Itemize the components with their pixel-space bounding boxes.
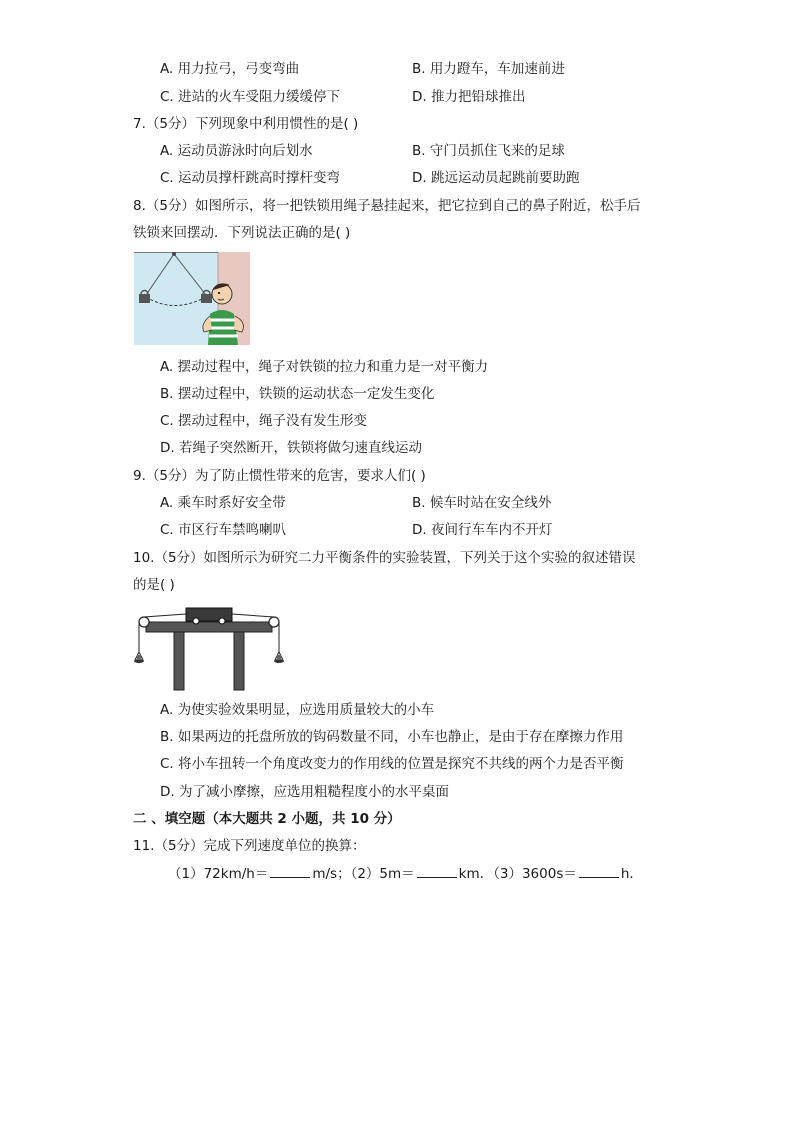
- weight-right-icon: [277, 655, 281, 660]
- q11-blank-1[interactable]: [270, 863, 310, 878]
- q10-option-b: B. 如果两边的托盘所放的钩码数量不同，小车也静止，是由于存在摩擦力作用: [160, 729, 624, 745]
- q10-option-c: C. 将小车扭转一个角度改变力的作用线的位置是探究不共线的两个力是否平衡: [160, 756, 624, 772]
- q11-part2-prefix: m/s；（2）5m＝: [312, 866, 415, 882]
- q11-blank-3[interactable]: [579, 863, 619, 878]
- q10-option-a: A. 为使实验效果明显，应选用质量较大的小车: [160, 702, 435, 718]
- q7-option-b: B. 守门员抓住飞来的足球: [412, 143, 565, 159]
- q11-stem: 11.（5分）完成下列速度单位的换算：: [133, 838, 366, 854]
- q8-option-a: A. 摆动过程中，绳子对铁锁的拉力和重力是一对平衡力: [160, 359, 489, 375]
- q9-stem: 9.（5分）为了防止惯性带来的危害，要求人们( ): [133, 468, 426, 484]
- q7-stem: 7.（5分）下列现象中利用惯性的是( ): [133, 116, 359, 132]
- q10-stem-line2: 的是( ): [133, 577, 175, 593]
- q8-option-b: B. 摆动过程中，铁锁的运动状态一定发生变化: [160, 386, 435, 402]
- q8-option-c: C. 摆动过程中，绳子没有发生形变: [160, 413, 368, 429]
- q11-part1-prefix: （1）72km/h＝: [168, 866, 269, 882]
- q6-option-c: C. 进站的火车受阻力缓缓停下: [160, 89, 341, 105]
- q10-stem-line1: 10.（5分）如图所示为研究二力平衡条件的实验装置，下列关于这个实验的叙述错误: [133, 550, 636, 566]
- weight-left-icon: [137, 655, 141, 660]
- q9-option-d: D. 夜间行车车内不开灯: [412, 522, 553, 538]
- lock-right-icon: [201, 294, 212, 303]
- q8-stem-line1: 8.（5分）如图所示，将一把铁锁用绳子悬挂起来，把它拉到自己的鼻子附近，松手后: [133, 198, 641, 214]
- q7-option-d: D. 跳远运动员起跳前要助跑: [412, 170, 580, 186]
- q10-option-d: D. 为了减小摩擦，应选用粗糙程度小的水平桌面: [160, 784, 449, 800]
- q9-option-c: C. 市区行车禁鸣喇叭: [160, 522, 287, 538]
- q9-option-b: B. 候车时站在安全线外: [412, 495, 552, 511]
- q11-part3-suffix: h．: [620, 866, 643, 882]
- balance-apparatus-figure: [134, 604, 284, 692]
- pendulum-lock-figure: [134, 252, 250, 345]
- lock-left-icon: [139, 294, 150, 303]
- q6-option-a: A. 用力拉弓，弓变弯曲: [160, 61, 300, 77]
- q11-blank-2[interactable]: [417, 863, 457, 878]
- q8-stem-line2: 铁锁来回摆动．下列说法正确的是( ): [133, 225, 351, 241]
- q8-option-d: D. 若绳子突然断开，铁锁将做匀速直线运动: [160, 440, 422, 456]
- q11-part3-prefix: km．（3）3600s＝: [458, 866, 577, 882]
- q11-conversions: [168, 863, 643, 884]
- q7-option-c: C. 运动员撑杆跳高时撑杆变弯: [160, 170, 341, 186]
- q9-option-a: A. 乘车时系好安全带: [160, 495, 286, 511]
- q6-option-b: B. 用力蹬车，车加速前进: [412, 61, 565, 77]
- section-fill-in-title: 二 、填空题（本大题共 2 小题，共 10 分）: [133, 811, 401, 827]
- q7-option-a: A. 运动员游泳时向后划水: [160, 143, 313, 159]
- q6-option-d: D. 推力把铅球推出: [412, 89, 526, 105]
